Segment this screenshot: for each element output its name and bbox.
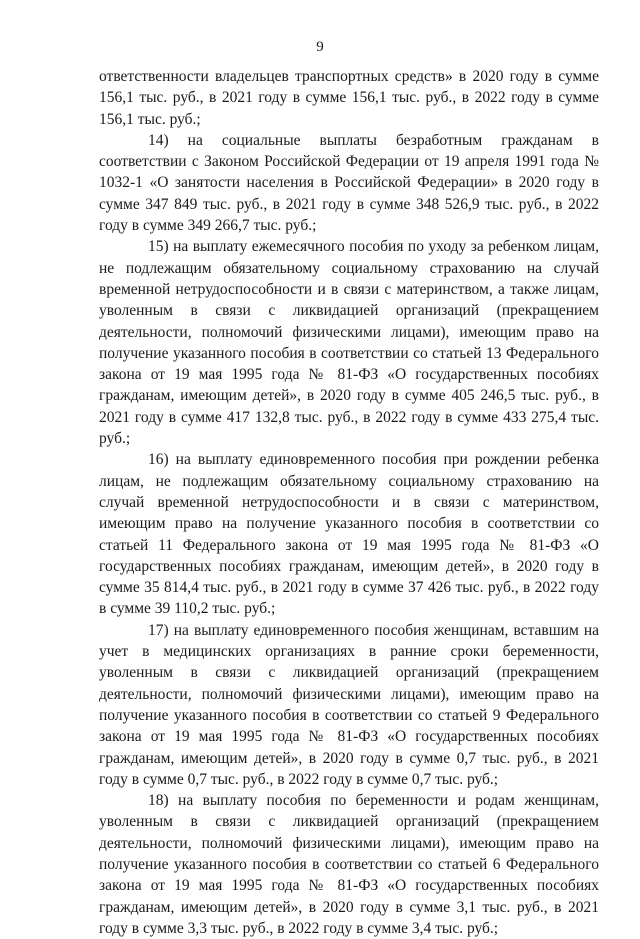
paragraph-item-15: 15) на выплату ежемесячного пособия по уходу за ребенком лицам, не подлежащим обязательному социальному страхованию на случай временной нетрудоспособности и в связи с материнством, а также лицам, уволенным в связи с ликвидацией организаций (прекращением деятельности, полномочий физическими лицами), имеющим право на получение указанного пособия в соответствии со статьей 13 Федерального закона от 19 мая 1995 года № 81-ФЗ «О государственных пособиях гражданам, имеющим детей», в 2020 году в сумме 405 246,5 тыс. руб., в 2021 году в сумме 417 132,8 тыс. руб., в 2022 году в сумме 433 275,4 тыс. руб.; [99,238,599,448]
paragraph-item-17: 17) на выплату единовременного пособия женщинам, вставшим на учет в медицинских организациях в ранние сроки беременности, уволенным в связи с ликвидацией организаций (прекращением деятельности, полномочий физическими лицами), имеющим право на получение указанного пособия в соответствии со статьей 9 Федерального закона от 19 мая 1995 года № 81-ФЗ «О государственных пособиях гражданам, имеющим детей», в 2020 году в сумме 0,7 тыс. руб., в 2021 году в сумме 0,7 тыс. руб., в 2022 году в сумме 0,7 тыс. руб.; [99,621,599,788]
document-body [99,66,599,939]
page-number: 9 [316,39,324,55]
paragraph-item-16: 16) на выплату единовременного пособия при рождении ребенка лицам, не подлежащим обязательному социальному страхованию на случай временной нетрудоспособности и в связи с материнством, имеющим право на получение указанного пособия в соответствии со статьей 11 Федерального закона от 19 мая 1995 года № 81-ФЗ «О государственных пособиях гражданам, имеющим детей», в 2020 году в сумме 35 814,4 тыс. руб., в 2021 году в сумме 37 426 тыс. руб., в 2022 году в сумме 39 110,2 тыс. руб.; [99,451,599,618]
paragraph-item-14: 14) на социальные выплаты безработным гражданам в соответствии с Законом Российской Федерации от 19 апреля 1991 года № 1032-1 «О занятости населения в Российской Федерации» в 2020 году в сумме 347 849 тыс. руб., в 2021 году в сумме 348 526,9 тыс. руб., в 2022 году в сумме 349 266,7 тыс. руб.; [99,131,599,235]
paragraph-continuation: ответственности владельцев транспортных средств» в 2020 году в сумме 156,1 тыс. руб., в 2021 году в сумме 156,1 тыс. руб., в 2022 году в сумме 156,1 тыс. руб.; [99,68,599,128]
paragraph-item-18: 18) на выплату пособия по беременности и родам женщинам, уволенным в связи с ликвидацией организаций (прекращением деятельности, полномочий физическими лицами), имеющим право на получение указанного пособия в соответствии со статьей 6 Федерального закона от 19 мая 1995 года № 81-ФЗ «О государственных пособиях гражданам, имеющим детей», в 2020 году в сумме 3,1 тыс. руб., в 2021 году в сумме 3,3 тыс. руб., в 2022 году в сумме 3,4 тыс. руб.; [99,792,599,937]
